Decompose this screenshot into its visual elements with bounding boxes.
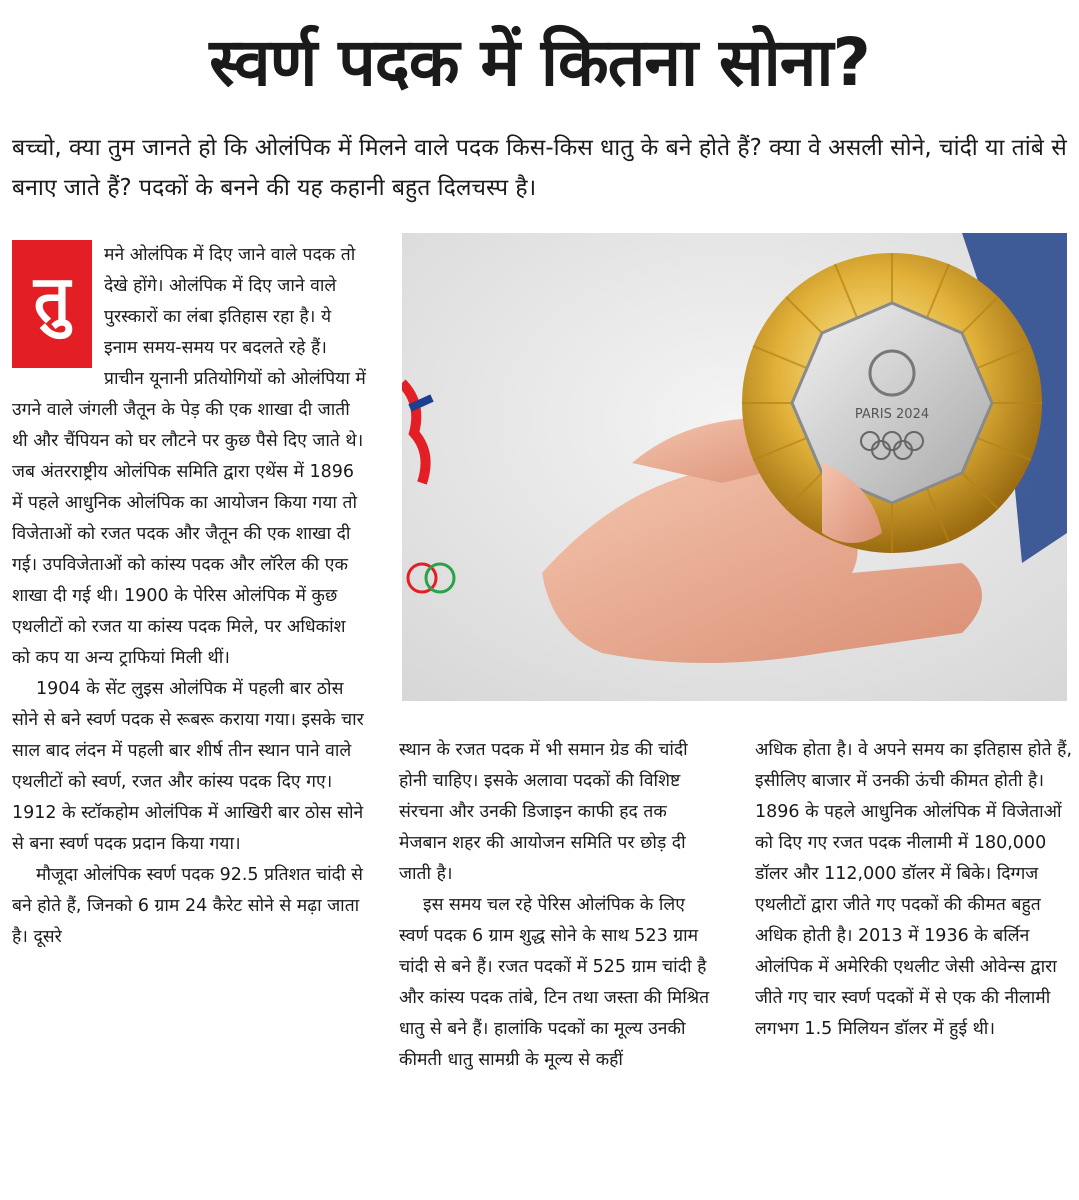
medal-photo <box>402 233 1067 701</box>
paragraph: इस समय चल रहे पेरिस ओलंपिक के लिए स्वर्ण पदक 6 ग्राम शुद्ध सोने के साथ 523 ग्राम चांदी से बने हैं। रजत पदकों में 525 ग्राम चांदी है और कांस्य पदक तांबे, टिन तथा जस्ता की मिश्रित धातु से बने हैं। हालांकि पदकों का मूल्य उनकी कीमती धातु सामग्री के मूल्य से कहीं <box>399 895 710 1070</box>
paragraph: अधिक होता है। वे अपने समय का इतिहास होते हैं, इसीलिए बाजार में उनकी ऊंची कीमत होती है। 1896 के पहले आधुनिक ओलंपिक में विजेताओं को दिए गए रजत पदक नीलामी में 180,000 डॉलर और 112,000 डॉलर में बिके। दिग्गज एथलीटों द्वारा जीते गए पदकों की कीमत बहुत अधिक होती है। 2013 में 1936 के बर्लिन ओलंपिक में अमेरिकी एथलीट जेसी ओवेन्स द्वारा जीते गए चार स्वर्ण पदकों में से एक की नीलामी लगभग 1.5 मिलियन डॉलर में हुई थी। <box>755 740 1073 1039</box>
article-column-1 <box>12 240 367 953</box>
gold-medal-icon <box>742 253 1042 553</box>
article-column-3 <box>755 735 1073 1045</box>
paragraph: मने ओलंपिक में दिए जाने वाले पदक तो देखे होंगे। ओलंपिक में दिए जाने वाले पुरस्कारों का लंबा इतिहास रहा है। ये इनाम समय-समय पर बदलते रहे हैं। प्राचीन यूनानी प्रतियोगियों को ओलंपिया में उगने वाले जंगली जैतून के पेड़ की एक शाखा दी जाती थी और चैंपियन को घर लौटने पर कुछ पैसे दिए जाते थे। जब अंतरराष्ट्रीय ओलंपिक समिति द्वारा एथेंस में 1896 में पहले आधुनिक ओलंपिक का आयोजन किया गया तो विजेताओं को रजत पदक और जैतून की एक शाखा दी गई। उपविजेताओं को कांस्य पदक और लॉरेल की एक शाखा दी गई थी। 1900 के पेरिस ओलंपिक में कुछ एथलीटों को रजत या कांस्य पदक मिले, पर अधिकांश को कप या अन्य ट्राफियां मिली थीं। <box>12 245 366 668</box>
dropcap: तु <box>12 240 92 368</box>
medal-illustration <box>402 233 1067 701</box>
paragraph: 1904 के सेंट लुइस ओलंपिक में पहली बार ठोस सोने से बने स्वर्ण पदक से रूबरू कराया गया। इसके चार साल बाद लंदन में पहली बार शीर्ष तीन स्थान पाने वाले एथलीटों को स्वर्ण, रजत और कांस्य पदक दिए गए। 1912 के स्टॉकहोम ओलंपिक में आखिरी बार ठोस सोने से बना स्वर्ण पदक प्रदान किया गया। <box>12 679 364 854</box>
medal-text: PARIS 2024 <box>854 407 930 422</box>
paragraph: मौजूदा ओलंपिक स्वर्ण पदक 92.5 प्रतिशत चांदी से बने होते हैं, जिनको 6 ग्राम 24 कैरेट सोने से मढ़ा जाता है। दूसरे <box>12 865 363 947</box>
article-column-2 <box>399 735 719 1076</box>
paragraph: स्थान के रजत पदक में भी समान ग्रेड की चांदी होनी चाहिए। इसके अलावा पदकों की विशिष्ट संरचना और उनकी डिजाइन काफी हद तक मेजबान शहर की आयोजन समिति पर छोड़ दी जाती है। <box>399 740 688 884</box>
headline: स्वर्ण पदक में कितना सोना? <box>209 24 870 101</box>
intro-paragraph: बच्चो, क्या तुम जानते हो कि ओलंपिक में मिलने वाले पदक किस-किस धातु के बने होते हैं? क्या वे असली सोने, चांदी या तांबे से बनाए जाते हैं? पदकों के बनने की यह कहानी बहुत दिलचस्प है। <box>12 135 1067 201</box>
